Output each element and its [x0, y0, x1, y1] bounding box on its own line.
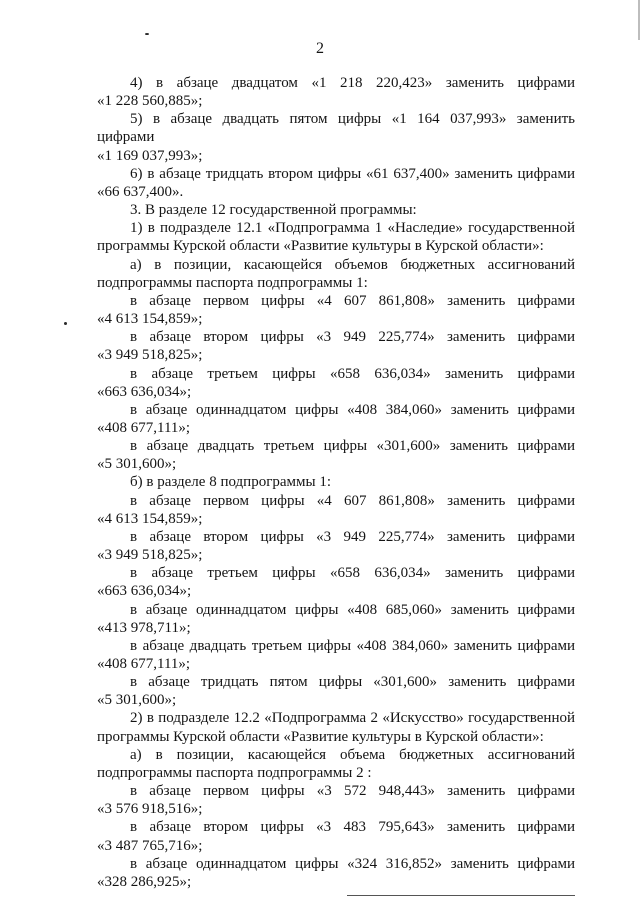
- paragraph-continuation-line: «3 949 518,825»;: [97, 547, 203, 564]
- paragraph-line: в абзаце первом цифры «3 572 948,443» заменить цифрами: [130, 783, 575, 800]
- paragraph-continuation-line: подпрограммы паспорта подпрограммы 1:: [97, 274, 368, 291]
- scan-speck: [64, 322, 67, 325]
- paragraph-continuation-line: подпрограммы паспорта подпрограммы 2 :: [97, 764, 372, 781]
- paragraph-line: в абзаце одиннадцатом цифры «324 316,852» заменить цифрами: [130, 855, 575, 872]
- paragraph-continuation-line: программы Курской области «Развитие культуры в Курской области»:: [97, 728, 544, 745]
- paragraph-continuation-line: «4 613 154,859»;: [97, 510, 203, 527]
- paragraph-line: 5) в абзаце двадцать пятом цифры «1 164 037,993» заменить цифрами: [97, 111, 575, 146]
- paragraph-line: 1) в подразделе 12.1 «Подпрограмма 1 «Наследие» государственной: [130, 220, 575, 237]
- paragraph-continuation-line: «5 301,600»;: [97, 692, 177, 709]
- paragraph-continuation-line: «408 677,111»;: [97, 656, 191, 672]
- scan-speck: [145, 33, 149, 35]
- paragraph-continuation-line: «663 636,034»;: [97, 583, 192, 600]
- paragraph-continuation-line: «663 636,034»;: [97, 383, 192, 400]
- paragraph-line: в абзаце двадцать третьем цифры «408 384,060» заменить цифрами: [130, 637, 575, 654]
- paragraph-continuation-line: «1 228 560,885»;: [97, 93, 203, 110]
- paragraph-line: в абзаце третьем цифры «658 636,034» заменить цифрами: [130, 565, 575, 582]
- paragraph-continuation-line: «3 949 518,825»;: [97, 347, 203, 364]
- paragraph-line: в абзаце втором цифры «3 949 225,774» заменить цифрами: [130, 528, 575, 545]
- paragraph-continuation-line: «5 301,600»;: [97, 456, 177, 473]
- paragraph-line: в абзаце первом цифры «4 607 861,808» заменить цифрами: [130, 292, 575, 309]
- paragraph-line: в абзаце двадцать третьем цифры «301,600» заменить цифрами: [130, 438, 575, 455]
- paragraph-line: 2) в подразделе 12.2 «Подпрограмма 2 «Искусство» государственной: [130, 710, 575, 727]
- footer-rule: [347, 895, 575, 896]
- page-number: 2: [316, 40, 324, 57]
- paragraph-continuation-line: «4 613 154,859»;: [97, 311, 203, 328]
- paragraph-continuation-line: «328 286,925»;: [97, 873, 192, 890]
- paragraph-line: б) в разделе 8 подпрограммы 1:: [130, 474, 331, 491]
- paragraph-line: а) в позиции, касающейся объема бюджетных ассигнований: [130, 746, 575, 763]
- paragraph-line: в абзаце одиннадцатом цифры «408 685,060» заменить цифрами: [130, 601, 575, 618]
- paragraph-continuation-line: «413 978,711»;: [97, 619, 191, 636]
- paragraph-continuation-line: программы Курской области «Развитие культуры в Курской области»:: [97, 238, 544, 255]
- paragraph-continuation-line: «66 637,400».: [97, 183, 184, 200]
- paragraph-line: в абзаце втором цифры «3 949 225,774» заменить цифрами: [130, 329, 575, 346]
- paragraph-line: в абзаце одиннадцатом цифры «408 384,060» заменить цифрами: [130, 401, 575, 418]
- paragraph-line: 6) в абзаце тридцать втором цифры «61 637,400» заменить цифрами: [130, 165, 575, 182]
- paragraph-continuation-line: «1 169 037,993»;: [97, 147, 203, 164]
- paragraph-line: в абзаце первом цифры «4 607 861,808» заменить цифрами: [130, 492, 575, 509]
- paragraph-line: в абзаце третьем цифры «658 636,034» заменить цифрами: [130, 365, 575, 382]
- paragraph-line: 3. В разделе 12 государственной программы:: [130, 202, 417, 219]
- paragraph-continuation-line: «408 677,111»;: [97, 419, 191, 436]
- paragraph-line: а) в позиции, касающейся объемов бюджетных ассигнований: [130, 256, 575, 273]
- paragraph-line: в абзаце тридцать пятом цифры «301,600» заменить цифрами: [130, 674, 575, 691]
- paragraph-continuation-line: «3 576 918,516»;: [97, 801, 203, 818]
- paragraph-continuation-line: «3 487 765,716»;: [97, 837, 203, 854]
- document-body: [97, 74, 575, 891]
- paragraph-line: 4) в абзаце двадцатом «1 218 220,423» заменить цифрами: [130, 75, 575, 91]
- paragraph-line: в абзаце втором цифры «3 483 795,643» заменить цифрами: [130, 819, 575, 836]
